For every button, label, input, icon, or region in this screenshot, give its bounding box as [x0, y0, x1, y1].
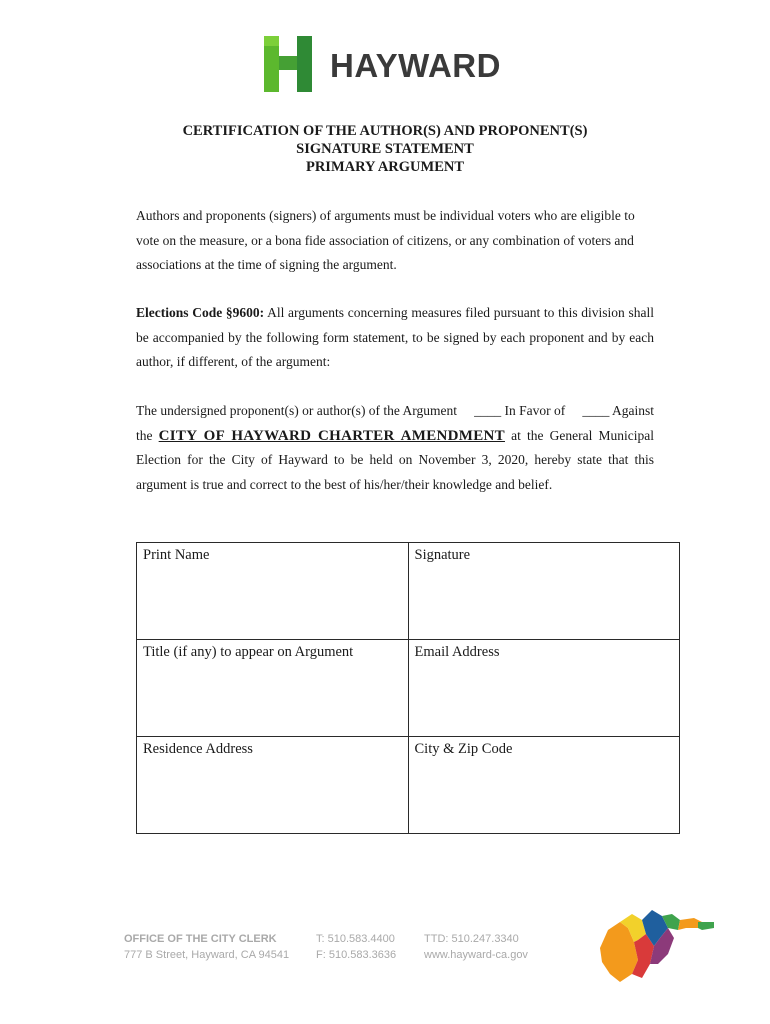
- footer-website[interactable]: www.hayward-ca.gov: [424, 949, 528, 961]
- footer-ttd: TTD: 510.247.3340: [424, 933, 519, 945]
- statement-line-1: [136, 399, 654, 424]
- document-title: [0, 122, 770, 176]
- residence-address-field[interactable]: Residence Address: [137, 737, 409, 834]
- table-row: [137, 543, 680, 640]
- certification-statement: [136, 399, 654, 497]
- hayward-h-logo-icon: [264, 36, 312, 92]
- title-field[interactable]: Title (if any) to appear on Argument: [137, 640, 409, 737]
- title-line-3: PRIMARY ARGUMENT: [305, 159, 465, 175]
- signer-info-table: [136, 542, 680, 834]
- hayward-logo: [264, 36, 501, 92]
- title-line-1: CERTIFICATION OF THE AUTHOR(S) AND PROPONENT(S): [182, 123, 588, 139]
- in-favor-blank[interactable]: ____ In Favor of: [474, 403, 566, 418]
- footer-phone-column: [316, 931, 396, 963]
- footer-fax: F: 510.583.3636: [316, 949, 397, 961]
- title-line-2: SIGNATURE STATEMENT: [296, 141, 474, 157]
- eligibility-paragraph: Authors and proponents (signers) of arguments must be individual voters who are eligible to vote on the measure, or a bona fide association of citizens, or any combination of voters and associations at the time of signing the argument.: [136, 208, 635, 272]
- city-zip-field[interactable]: City & Zip Code: [408, 737, 680, 834]
- statement-line-2: [136, 424, 654, 449]
- email-field[interactable]: Email Address: [408, 640, 680, 737]
- statement-the: the: [136, 427, 153, 443]
- table-row: [137, 640, 680, 737]
- hayward-district-map-icon: [598, 908, 718, 984]
- footer-phone: T: 510.583.4400: [316, 933, 395, 945]
- logo-wordmark: HAYWARD: [330, 47, 501, 84]
- against-blank[interactable]: ____ Against: [582, 403, 654, 418]
- signature-field[interactable]: Signature: [408, 543, 680, 640]
- elections-code-text: All arguments concerning measures filed pursuant to this division shall be accompanied by the following form statement, to be signed by each proponent and by each author, if different, of the argument:: [136, 305, 654, 369]
- footer-address: 777 B Street, Hayward, CA 94541: [124, 949, 290, 961]
- footer-office-column: [124, 931, 289, 963]
- measure-name: CITY OF HAYWARD CHARTER AMENDMENT: [158, 427, 505, 444]
- statement-line-4: argument is true and correct to the best of his/her/their knowledge and belief.: [136, 476, 553, 492]
- statement-after-measure: at the General Municipal: [511, 427, 655, 443]
- footer-office-name: OFFICE OF THE CITY CLERK: [124, 933, 277, 945]
- print-name-field[interactable]: Print Name: [137, 543, 409, 640]
- statement-line-3: Election for the City of Hayward to be held on November 3, 2020, hereby state that this: [136, 452, 654, 467]
- statement-intro: The undersigned proponent(s) or author(s) of the Argument: [136, 403, 458, 418]
- table-row: [137, 737, 680, 834]
- elections-code-label: Elections Code §9600:: [136, 305, 265, 320]
- elections-code-paragraph: [136, 301, 654, 375]
- footer-contact-column: [424, 931, 528, 963]
